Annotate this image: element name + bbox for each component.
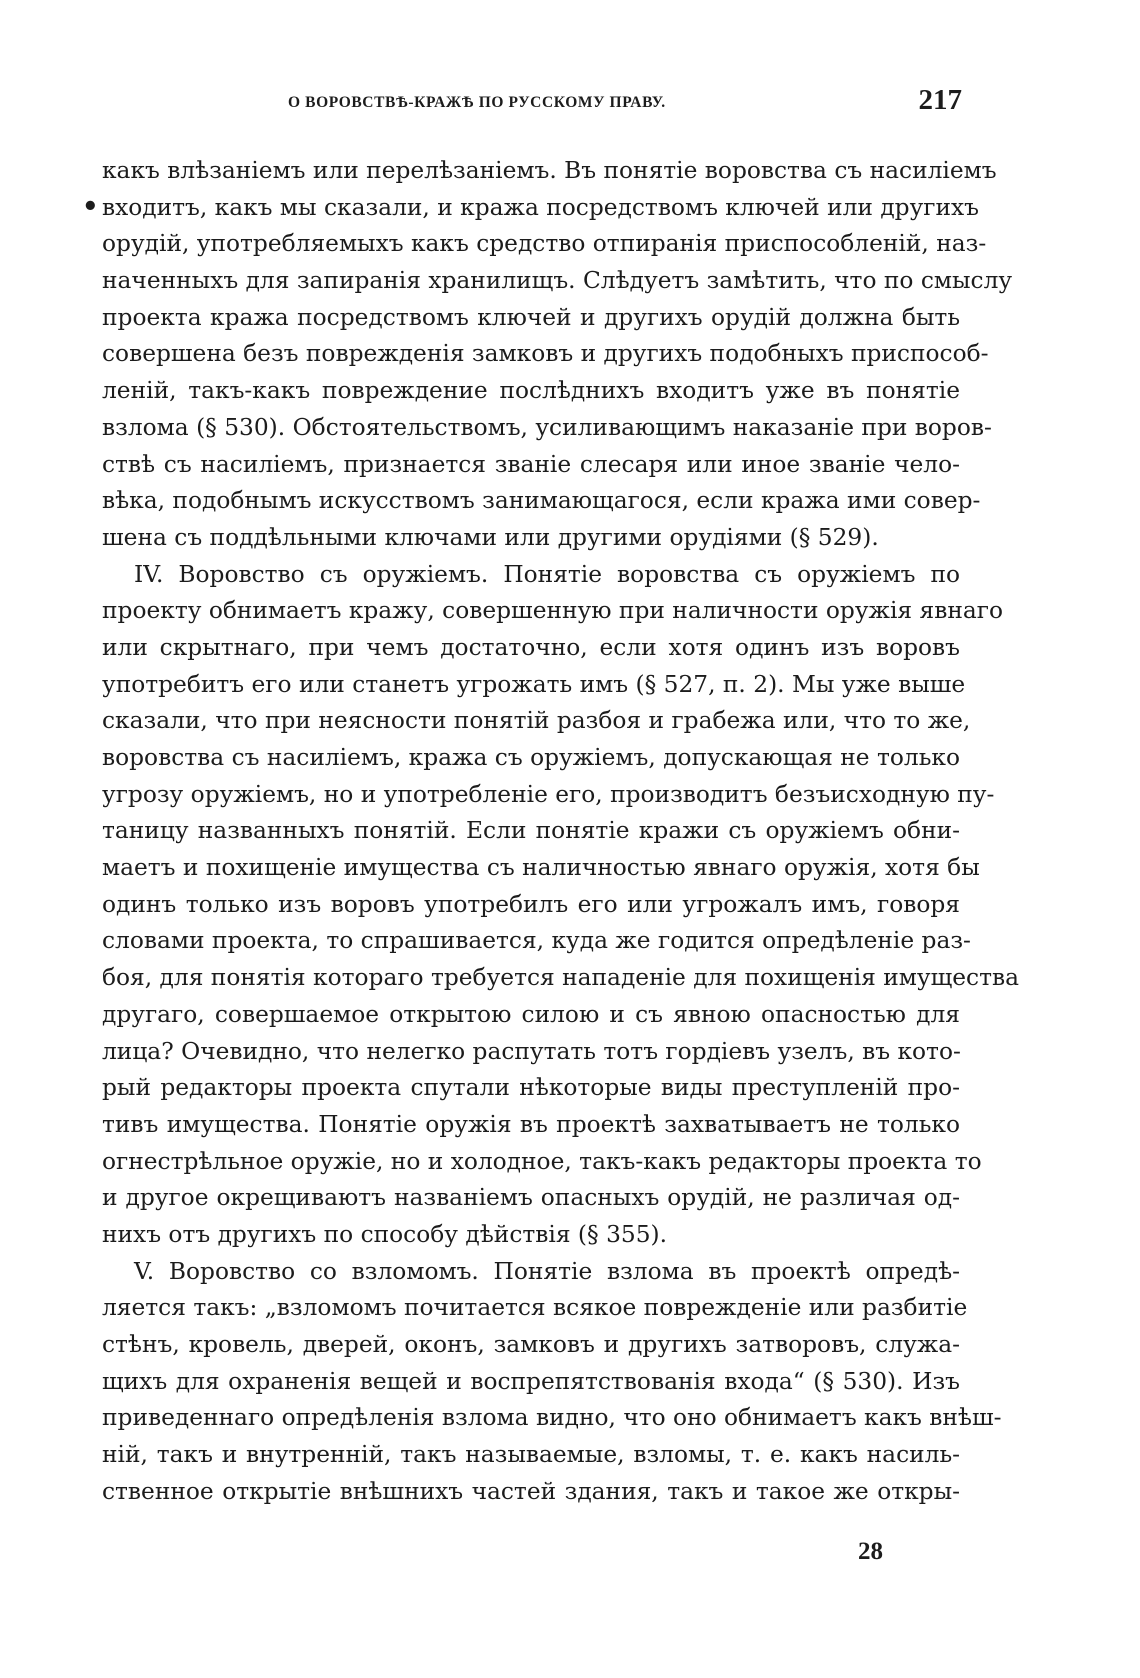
text-line: нихъ отъ другихъ по способу дѣйствія (§ 355). [102,1220,668,1248]
page-number: 217 [918,84,962,116]
text-line: проекта кража посредствомъ ключей и другихъ орудій должна быть [102,303,960,331]
text-line: входитъ, какъ мы сказали, и кража посредствомъ ключей или другихъ [102,193,979,221]
text-line: употребитъ его или станетъ угрожать имъ (§ 527, п. 2). Мы уже выше [102,670,966,698]
signature-mark: 28 [858,1538,883,1565]
text-line: словами проекта, то спрашивается, куда же годится опредѣленіе раз- [102,927,971,955]
text-line: другаго, совершаемое открытою силою и съ явною опасностью для [102,1000,960,1028]
text-line: угрозу оружіемъ, но и употребленіе его, производитъ безъисходную пу- [102,780,995,808]
section-heading-line: V. Воровство со взломомъ. Понятіе взлома въ проектѣ опредѣ- [134,1257,960,1285]
text-line: боя, для понятія котораго требуется нападеніе для похищенія имущества [102,964,1019,992]
text-line: ствѣ съ насиліемъ, признается званіе слесаря или иное званіе чело- [102,450,960,478]
text-line: орудій, употребляемыхъ какъ средство отпиранія приспособленій, наз- [102,230,987,258]
text-line: воровства съ насиліемъ, кража съ оружіемъ, допускающая не только [102,744,960,771]
text-line: маетъ и похищеніе имущества съ наличностью явнаго оружія, хотя бы [102,854,980,882]
text-line: ственное открытіе внѣшнихъ частей здания, такъ и такое же откры- [102,1477,960,1505]
text-line: щихъ для охраненія вещей и воспрепятствованія входа“ (§ 530). Изъ [102,1367,960,1395]
text-line: стѣнъ, кровель, дверей, оконъ, замковъ и другихъ затворовъ, служа- [102,1331,960,1358]
text-line: огнестрѣльное оружіе, но и холодное, такъ-какъ редакторы проекта то [102,1147,982,1175]
text-line: вѣка, подобнымъ искусствомъ занимающагося, если кража ими совер- [102,487,981,515]
text-line: взлома (§ 530). Обстоятельствомъ, усиливающимъ наказаніе при воров- [102,413,992,441]
text-line: проекту обнимаетъ кражу, совершенную при наличности оружія явнаго [102,597,1003,625]
text-line: рый редакторы проекта спутали нѣкоторые виды преступленій про- [102,1074,960,1102]
body-text [102,153,1019,1510]
text-line: лица? Очевидно, что нелегко распутать тотъ гордіевъ узелъ, въ кото- [102,1037,961,1065]
text-line: или скрытнаго, при чемъ достаточно, если хотя одинъ изъ воровъ [102,633,960,661]
text-line: сказали, что при неясности понятій разбоя и грабежа или, что то же, [102,707,971,735]
text-line: тивъ имущества. Понятіе оружія въ проектѣ захватываетъ не только [102,1110,960,1138]
text-line: и другое окрещиваютъ названіемъ опасныхъ орудій, не различая од- [102,1184,960,1212]
running-header [102,84,962,124]
text-line: какъ влѣзаніемъ или перелѣзаніемъ. Въ понятіе воровства съ насиліемъ [102,157,997,184]
text-line: леній, такъ-какъ повреждение послѣднихъ входитъ уже въ понятіе [102,377,960,405]
text-line: совершена безъ поврежденія замковъ и другихъ подобныхъ приспособ- [102,340,989,368]
running-title: О ВОРОВСТВѢ-КРАЖѢ ПО РУССКОМУ ПРАВУ. [288,94,666,111]
text-line: таницу названныхъ понятій. Если понятіе кражи съ оружіемъ обни- [102,817,960,845]
text-line: наченныхъ для запиранія хранилищъ. Слѣдуетъ замѣтить, что по смыслу [102,267,1013,295]
text-line: приведеннаго опредѣленія взлома видно, что оно обнимаетъ какъ внѣш- [102,1404,1002,1432]
section-heading-line: IV. Воровство съ оружіемъ. Понятіе воровства съ оружіемъ по [134,560,960,588]
text-line: одинъ только изъ воровъ употребилъ его или угрожалъ имъ, говоря [102,890,960,918]
text-line: ній, такъ и внутренній, такъ называемые, взломы, т. е. какъ насиль- [102,1441,960,1469]
text-line: ляется такъ: „взломомъ почитается всякое поврежденіе или разбитіе [102,1294,968,1322]
margin-mark: • [82,192,99,222]
text-line: шена съ поддѣльными ключами или другими орудіями (§ 529). [102,523,879,551]
